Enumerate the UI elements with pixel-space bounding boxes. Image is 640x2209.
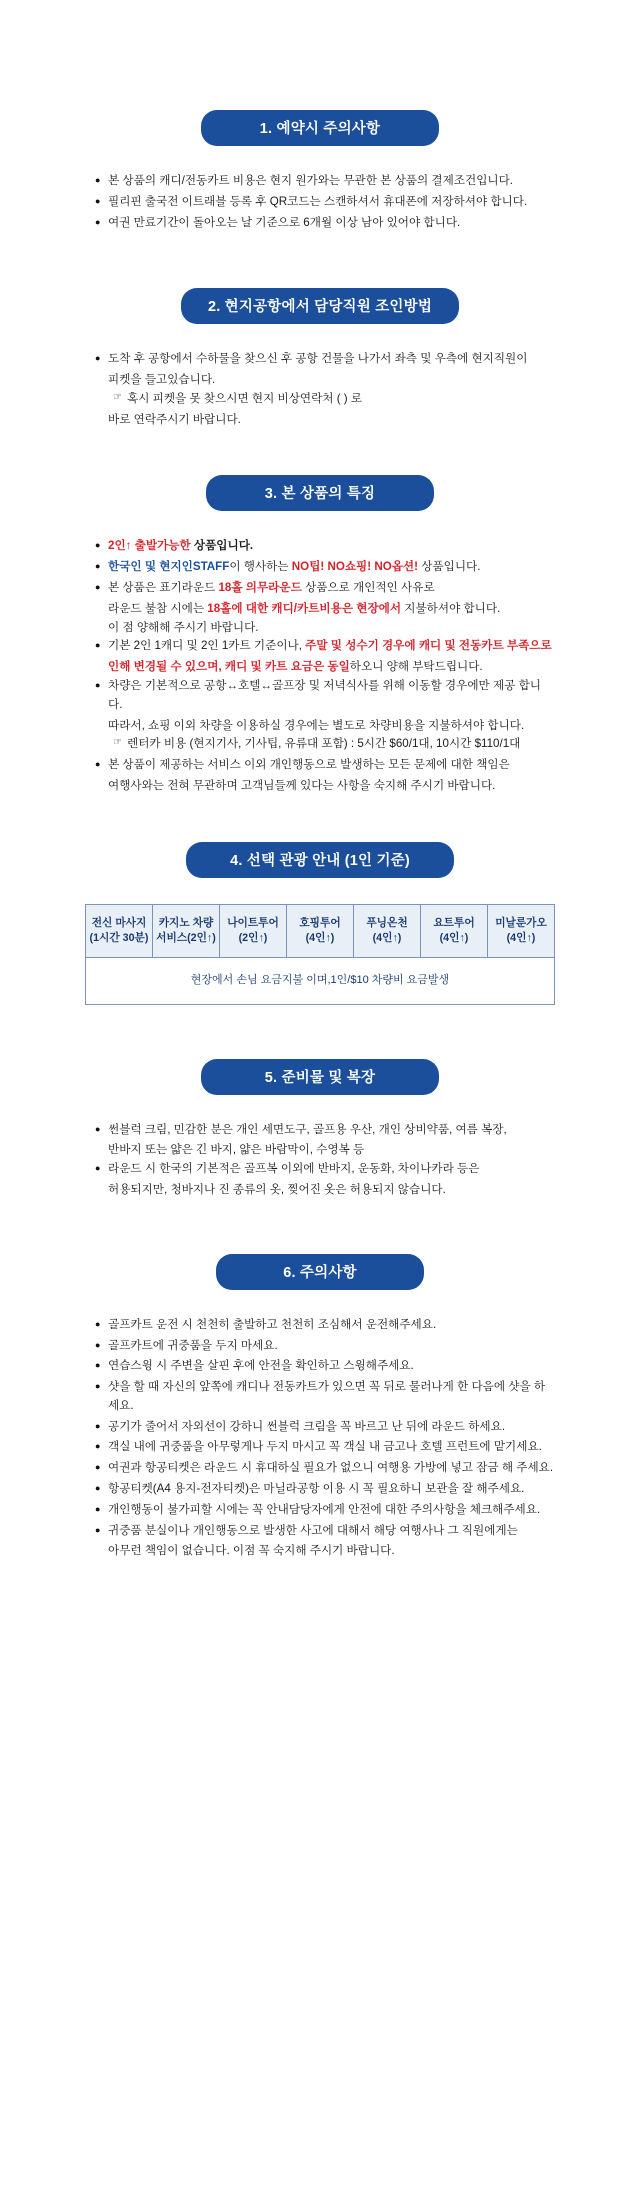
section-4-banner-wrap <box>85 842 555 878</box>
table-note-cell: 현장에서 손님 요금지불 이며,1인/$10 차량비 요금발생 <box>86 957 555 1004</box>
list-item-text: 샷을 할 때 자신의 앞쪽에 캐디나 전동카트가 있으면 꼭 뒤로 물러나게 한 다음에 샷을 하세요. <box>108 1380 546 1412</box>
list-item <box>95 350 555 369</box>
list-item <box>95 558 555 577</box>
section-1-body <box>85 172 555 232</box>
bullet-icon: ● <box>95 1163 101 1174</box>
spacer <box>0 1200 640 1254</box>
section-airport-meeting <box>85 288 555 429</box>
list-item <box>95 1418 555 1437</box>
list-item <box>95 193 555 212</box>
list-item-text: 본 상품은 표기라운드 18홀 의무라운드 상품으로 개인적인 사유로 <box>108 581 435 595</box>
optional-tour-table <box>85 904 555 1005</box>
section-3-title: 3. 본 상품의 특징 <box>206 475 434 511</box>
bullet-icon: ● <box>95 1483 101 1493</box>
list-item-text: 본 상품의 캐디/전동카트 비용은 현지 원가와는 무관한 본 상품의 결제조건입니다. <box>108 174 514 187</box>
table-column-header: 푸닝온천 (4인↑) <box>354 904 421 957</box>
list-item-text: 공기가 줄어서 자외선이 강하니 썬블럭 크림을 꼭 바르고 난 뒤에 라운드 하세요. <box>108 1419 506 1433</box>
section-4-title: 4. 선택 관광 안내 (1인 기준) <box>186 842 454 878</box>
list-item-text: 여권 만료기간이 돌아오는 날 기준으로 6개월 이상 남아 있어야 합니다. <box>108 215 461 229</box>
table-column-header: 호핑투어 (4인↑) <box>287 904 354 957</box>
pointing-hand-icon: ☞ <box>113 737 122 749</box>
list-item-text: 기본 2인 1캐디 및 2인 1카트 기준이나, 주말 및 성수기 경우에 캐디 및 전동카트 부족으로 <box>108 639 552 653</box>
section-1-banner-wrap <box>85 110 555 146</box>
list-item-continuation: 아무런 책임이 없습니다. 이점 꼭 숙지해 주시기 바랍니다. <box>108 1544 395 1558</box>
spacer <box>0 429 640 475</box>
bullet-icon: ● <box>95 1381 101 1392</box>
bullet-icon: ● <box>95 1360 101 1371</box>
list-item-text: 여권과 항공티켓은 라운드 시 휴대하실 필요가 없으니 여행용 가방에 넣고 잠금 해 주세요. <box>108 1461 554 1475</box>
bullet-icon: ● <box>95 679 101 690</box>
list-item <box>95 214 555 233</box>
list-item-continuation: 인해 변경될 수 있으며, 캐디 및 카트 요금은 동일하오니 양해 부탁드립니다. <box>108 660 483 674</box>
list-item-text: 귀중품 분실이나 개인행동으로 발생한 사고에 대해서 해당 여행사나 그 직원에게는 <box>108 1523 518 1537</box>
section-5-body <box>85 1121 555 1200</box>
section-cautions <box>85 1254 555 1561</box>
section-2-banner-wrap <box>85 288 555 324</box>
list-item-text: 개인행동이 불가피할 시에는 꼭 안내담당자에게 안전에 대한 주의사항을 체크해주세요. <box>108 1502 541 1516</box>
list-item <box>95 1378 555 1416</box>
list-item-text: 썬블럭 크림, 민감한 분은 개인 세면도구, 골프용 우산, 개인 상비약품, 여름 복장, <box>108 1122 507 1136</box>
section-6-title: 6. 주의사항 <box>216 1254 424 1290</box>
bullet-icon: ● <box>95 1503 101 1514</box>
sub-list-item <box>95 735 555 754</box>
list-item-continuation: 따라서, 쇼핑 이외 차량을 이용하실 경우에는 별도로 차량비용을 지불하셔야 합니다. <box>108 718 525 732</box>
list-item <box>95 1316 555 1335</box>
list-item-continuation: 피켓을 들고있습니다. <box>108 373 216 387</box>
sub-list-continuation: 바로 연락주시기 바랍니다. <box>108 412 241 426</box>
list-item <box>95 1459 555 1478</box>
bullet-icon: ● <box>95 175 101 185</box>
bullet-icon: ● <box>95 640 101 651</box>
bullet-icon: ● <box>95 540 101 551</box>
section-5-title: 5. 준비물 및 복장 <box>201 1059 439 1095</box>
list-item-text: 객실 내에 귀중품을 아무렇게나 두지 마시고 꼭 객실 내 금고나 호텔 프런트에 맡기세요. <box>108 1440 542 1454</box>
list-item <box>95 1438 555 1457</box>
spacer <box>0 234 640 288</box>
section-2-body <box>85 350 555 429</box>
list-item <box>95 1337 555 1356</box>
list-item-text: 도착 후 공항에서 수하물을 찾으신 후 공항 건물을 나가서 좌측 및 우측에 현지직원이 <box>108 352 528 366</box>
list-item <box>95 172 555 191</box>
list-item <box>95 677 555 715</box>
table-row <box>86 957 555 1004</box>
list-item-text: 필리핀 출국전 이트래블 등록 후 QR코드는 스캔하셔서 휴대폰에 저장하셔야 합니다. <box>108 194 528 208</box>
spacer <box>0 796 640 842</box>
section-1-title: 1. 예약시 주의사항 <box>201 110 439 146</box>
list-item <box>95 1480 555 1499</box>
bullet-icon: ● <box>95 195 101 206</box>
bullet-icon: ● <box>95 759 101 770</box>
list-item <box>95 637 555 656</box>
list-item <box>95 1357 555 1376</box>
list-item <box>95 579 555 598</box>
table-column-header: 나이트투어 (2인↑) <box>220 904 287 957</box>
list-item-text: 항공티켓(A4 용지-전자티켓)은 마닐라공항 이용 시 꼭 필요하니 보관을 잘 해주세요. <box>108 1482 525 1495</box>
table-column-header: 요트투어 (4인↑) <box>421 904 488 957</box>
bullet-icon: ● <box>95 582 101 593</box>
table-header-row <box>86 904 555 957</box>
section-3-body <box>85 537 555 795</box>
bullet-icon: ● <box>95 1441 101 1452</box>
section-preparation-dress <box>85 1059 555 1200</box>
sub-list-item-text: 렌터카 비용 (현지기사, 기사팁, 유류대 포함) : 5시간 $60/1대, 10시간 $110/1대 <box>127 737 521 751</box>
section-product-features <box>85 475 555 795</box>
section-5-banner-wrap <box>85 1059 555 1095</box>
list-item <box>95 1501 555 1520</box>
section-3-banner-wrap <box>85 475 555 511</box>
bullet-icon: ● <box>95 1524 101 1535</box>
table-column-header: 카지노 차량 서비스(2인↑) <box>153 904 220 957</box>
bullet-icon: ● <box>95 561 101 572</box>
list-item <box>95 756 555 775</box>
list-item-text: 라운드 시 한국의 기본적은 골프복 이외에 반바지, 운동화, 차이나카라 등은 <box>108 1162 480 1176</box>
section-optional-tour <box>85 842 555 878</box>
section-6-body <box>85 1316 555 1561</box>
list-item-text: 골프카트 운전 시 천천히 출발하고 천천히 조심해서 운전해주세요. <box>108 1317 437 1331</box>
list-item-text: 차량은 기본적으로 공항↔호텔↔골프장 및 저녁식사를 위해 이동할 경우에만 제공 합니다. <box>108 678 541 711</box>
list-item-text: 한국인 및 현지인STAFF이 행사하는 NO팁! NO쇼핑! NO옵션! 상품입니다. <box>108 560 481 574</box>
section-6-banner-wrap <box>85 1254 555 1290</box>
bullet-icon: ● <box>95 1462 101 1473</box>
list-item <box>95 1121 555 1140</box>
section-precautions-booking <box>85 110 555 232</box>
list-item-continuation: 허용되지만, 청바지나 진 종류의 옷, 찢어진 옷은 허용되지 않습니다. <box>108 1182 446 1196</box>
list-item <box>95 1160 555 1179</box>
list-item-text: 2인↑ 출발가능한 상품입니다. <box>108 539 254 553</box>
bullet-icon: ● <box>95 1420 101 1431</box>
list-item-text: 본 상품이 제공하는 서비스 이외 개인행동으로 발생하는 모든 문제에 대한 책임은 <box>108 758 510 772</box>
list-item-text: 골프카트에 귀중품을 두지 마세요. <box>108 1338 278 1352</box>
table-column-header: 전신 마사지 (1시간 30분) <box>86 904 153 957</box>
bullet-icon: ● <box>95 1318 101 1329</box>
list-item <box>95 1522 555 1541</box>
bullet-icon: ● <box>95 353 101 364</box>
sub-list-item-text: 혹시 피켓을 못 찾으시면 현지 비상연락처 ( ) 로 <box>127 391 363 405</box>
list-item-continuation: 이 점 양해해 주시기 바랍니다. <box>108 620 259 634</box>
sub-list-item <box>95 390 555 409</box>
list-item-continuation: 반바지 또는 얇은 긴 바지, 얇은 바람막이, 수영복 등 <box>108 1143 365 1157</box>
bullet-icon: ● <box>95 1123 101 1134</box>
bullet-icon: ● <box>95 216 101 227</box>
list-item-continuation: 라운드 불참 시에는 18홀에 대한 캐디/카트비용은 현장에서 지불하셔야 합니다. <box>108 601 501 615</box>
section-2-title: 2. 현지공항에서 담당직원 조인방법 <box>181 288 459 324</box>
pointing-hand-icon: ☞ <box>113 391 122 403</box>
spacer <box>0 1005 640 1059</box>
bullet-icon: ● <box>95 1339 101 1350</box>
table-column-header: 미날룬가오 (4인↑) <box>488 904 555 957</box>
list-item <box>95 537 555 556</box>
list-item-continuation: 여행사와는 전혀 무관하며 고객님들께 있다는 사항을 숙지해 주시기 바랍니다. <box>108 778 496 792</box>
list-item-text: 연습스윙 시 주변을 살핀 후에 안전을 확인하고 스윙해주세요. <box>108 1359 414 1373</box>
